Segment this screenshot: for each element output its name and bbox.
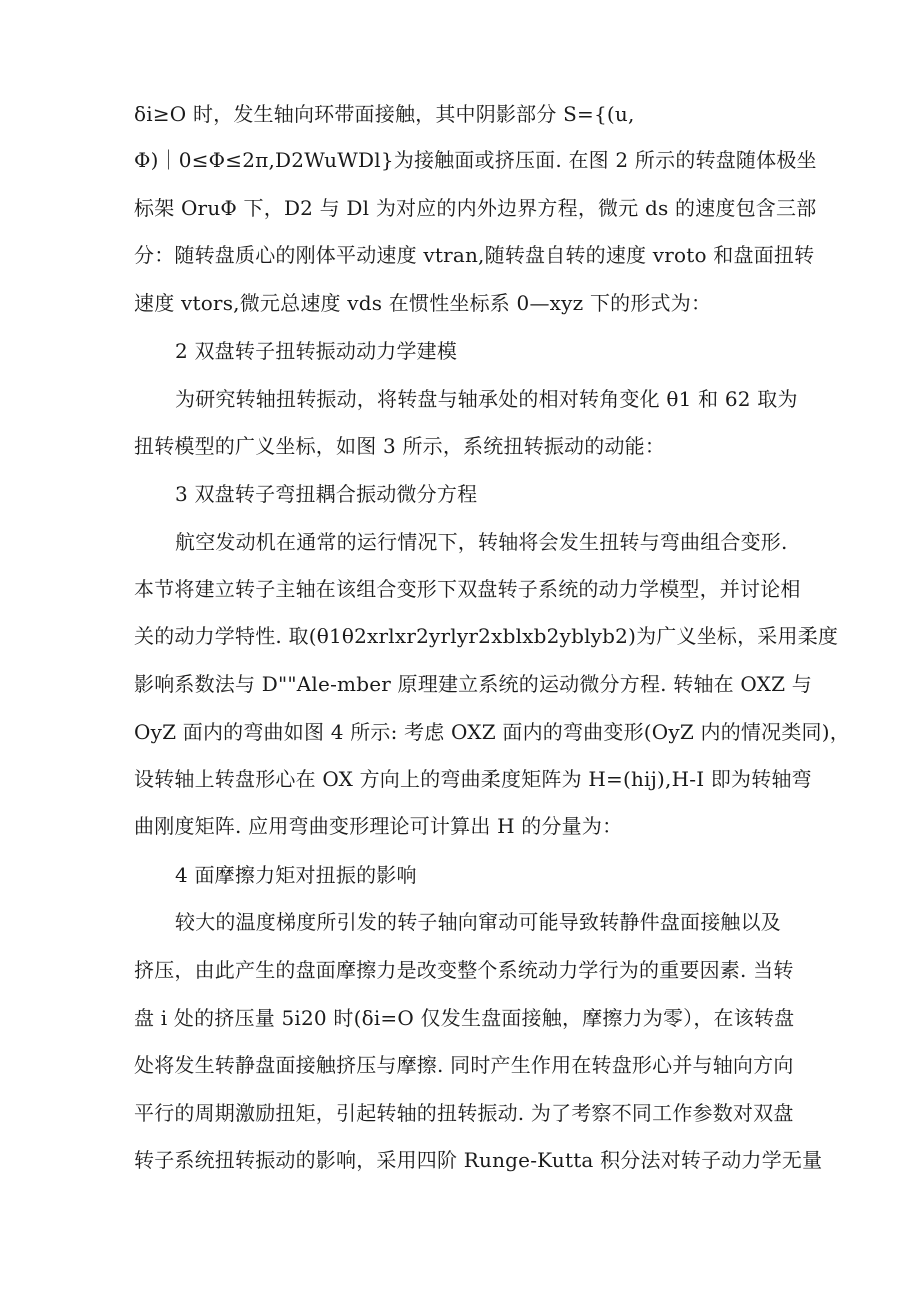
text-line: 扭转模型的广义坐标，如图 3 所示，系统扭转振动的动能： — [134, 434, 666, 458]
text-line: 平行的周期激励扭矩，引起转轴的扭转振动. 为了考察不同工作参数对双盘 — [134, 1101, 794, 1125]
text-line: 分：随转盘质心的刚体平动速度 vtran,随转盘自转的速度 vroto 和盘面扭转 — [134, 243, 815, 267]
text-line: 处将发生转静盘面接触挤压与摩擦. 同时产生作用在转盘形心并与轴向方向 — [134, 1053, 794, 1077]
text-line: 挤压，由此产生的盘面摩擦力是改变整个系统动力学行为的重要因素. 当转 — [134, 958, 794, 982]
text-line: 标架 OruΦ 下，D2 与 Dl 为对应的内外边界方程，微元 ds 的速度包含三部 — [134, 196, 817, 220]
text-line: 设转轴上转盘形心在 OX 方向上的弯曲柔度矩阵为 H=(hij),H-I 即为转轴弯 — [134, 767, 812, 791]
text-line: 较大的温度梯度所引发的转子轴向窜动可能导致转静件盘面接触以及 — [175, 910, 781, 934]
text-line: OyZ 面内的弯曲如图 4 所示: 考虑 OXZ 面内的弯曲变形(OyZ 内的情况类同)， — [134, 720, 850, 744]
text-line: 为研究转轴扭转振动，将转盘与轴承处的相对转角变化 θ1 和 62 取为 — [175, 387, 798, 411]
section-heading: 2 双盘转子扭转振动动力学建模 — [175, 339, 458, 363]
text-line: 影响系数法与 D""Ale-mber 原理建立系统的运动微分方程. 转轴在 OXZ 与 — [134, 672, 812, 696]
text-line: 曲刚度矩阵. 应用弯曲变形理论可计算出 H 的分量为： — [134, 814, 623, 838]
text-line: 关的动力学特性. 取(θ1θ2xrlxr2yrlyr2xblxb2yblyb2)为广义坐标，采用柔度 — [134, 624, 839, 648]
text-line: 航空发动机在通常的运行情况下，转轴将会发生扭转与弯曲组合变形. — [175, 530, 788, 554]
text-line: 本节将建立转子主轴在该组合变形下双盘转子系统的动力学模型，并讨论相 — [134, 577, 801, 601]
section-heading: 3 双盘转子弯扭耦合振动微分方程 — [175, 482, 478, 506]
text-line: 速度 vtors,微元总速度 vds 在惯性坐标系 0—xyz 下的形式为： — [134, 291, 712, 315]
text-line: Φ)｜0≤Φ≤2π,D2WuWDl}为接触面或挤压面. 在图 2 所示的转盘随体极坐 — [134, 148, 817, 172]
section-heading: 4 面摩擦力矩对扭振的影响 — [175, 863, 417, 887]
text-line: δi≥O 时，发生轴向环带面接触，其中阴影部分 S={(u, — [134, 102, 635, 126]
text-line: 盘 i 处的挤压量 5i20 时(δi=O 仅发生盘面接触，摩擦力为零），在该转盘 — [134, 1006, 795, 1030]
text-line: 转子系统扭转振动的影响，采用四阶 Runge-Kutta 积分法对转子动力学无量 — [134, 1148, 823, 1172]
